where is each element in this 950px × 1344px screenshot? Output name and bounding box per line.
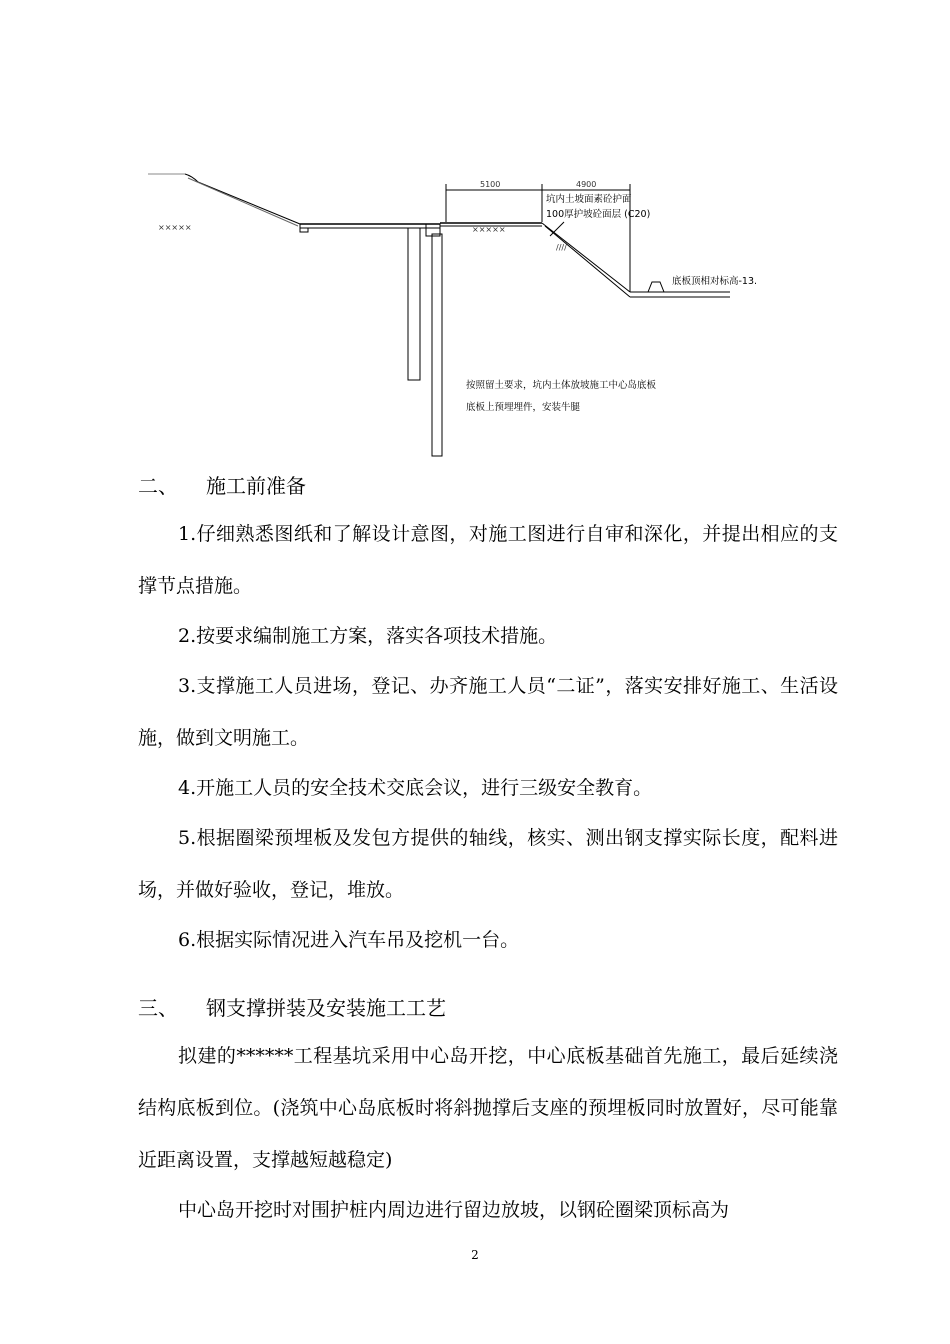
section3-paragraph-2: 中心岛开挖时对围护桩内周边进行留边放坡，以钢砼圈梁顶标高为 xyxy=(178,1199,730,1221)
section3-paragraph-1: 拟建的******工程基坑采用中心岛开挖，中心底板基础首先施工，最后延续浇结构底板到位。(浇筑中心岛底板时将斜抛撑后支座的预埋板同时放置好，尽可能靠近距离设置，支撑越短越稳定) xyxy=(138,1045,838,1171)
svg-text:////: //// xyxy=(556,243,567,252)
section-diagram xyxy=(140,160,820,460)
section2-heading xyxy=(138,470,306,499)
label-base: 底板顶相对标高-13. xyxy=(672,276,758,287)
section2-item-2: 2.按要求编制施工方案，落实各项技术措施。 xyxy=(178,625,558,647)
label-slope-2: 100厚护坡砼面层 (C20) xyxy=(546,209,651,220)
section2-item-6: 6.根据实际情况进入汽车吊及挖机一台。 xyxy=(178,929,520,951)
section2-item-3: 3.支撑施工人员进场，登记、办齐施工人员“二证”，落实安排好施工、生活设施，做到文明施工。 xyxy=(138,675,838,749)
dim-right: 4900 xyxy=(576,180,597,189)
section3-heading xyxy=(138,992,446,1021)
section3-number: 三、 xyxy=(138,996,178,1020)
section2-title: 施工前准备 xyxy=(206,474,306,498)
label-slope-1: 坑内土坡面素砼护面 xyxy=(546,194,632,205)
page-number: 2 xyxy=(471,1248,479,1262)
note-2: 底板上预埋埋件，安装牛腿 xyxy=(466,402,581,413)
note-1: 按照留土要求，坑内土体放坡施工中心岛底板 xyxy=(466,380,657,391)
svg-text:×××××: ××××× xyxy=(158,223,192,232)
dim-left: 5100 xyxy=(480,180,501,189)
section2-item-5: 5.根据圈梁预埋板及发包方提供的轴线，核实、测出钢支撑实际长度，配料进场，并做好验收，登记，堆放。 xyxy=(138,827,838,901)
svg-text:×××××: ××××× xyxy=(472,225,506,234)
section2-item-4: 4.开施工人员的安全技术交底会议，进行三级安全教育。 xyxy=(178,777,653,799)
section2-number: 二、 xyxy=(138,474,178,498)
section3-title: 钢支撑拼装及安装施工工艺 xyxy=(206,996,446,1020)
section2-item-1: 1.仔细熟悉图纸和了解设计意图，对施工图进行自审和深化，并提出相应的支撑节点措施。 xyxy=(138,523,838,597)
